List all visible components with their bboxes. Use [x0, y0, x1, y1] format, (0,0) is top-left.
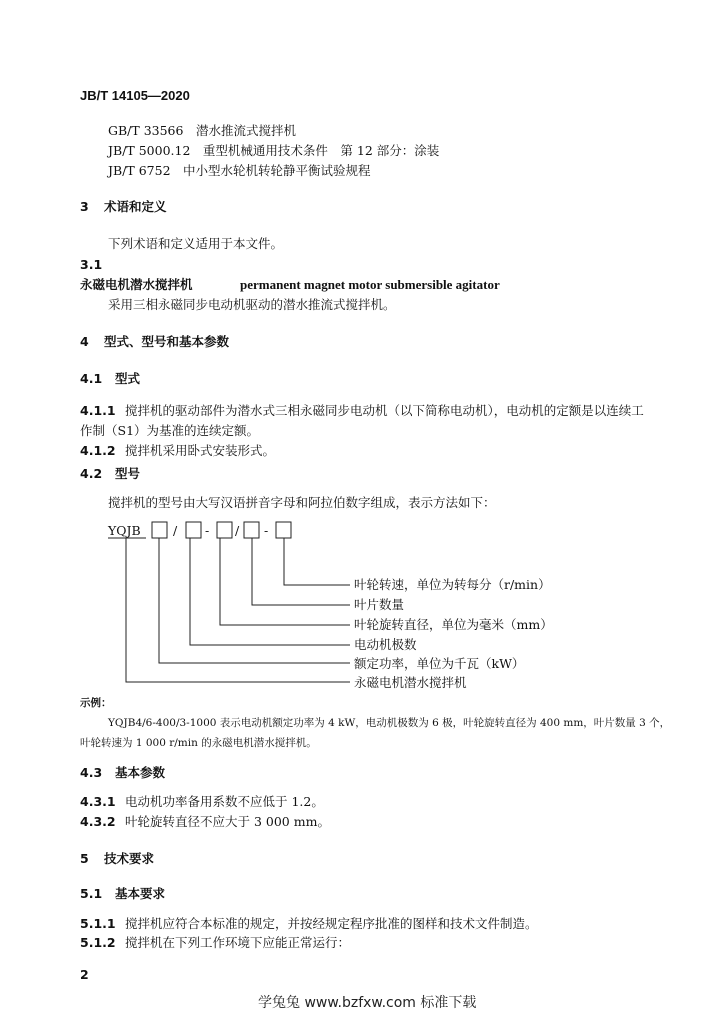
clause-4-3-number: 4.3 [80, 765, 103, 780]
clause-5-1-2-text: 搅拌机在下列工作环境下应能正常运行： [125, 935, 351, 950]
clause-4-1-title: 型式 [115, 371, 141, 386]
clause-4-2-title: 型号 [115, 466, 141, 481]
model-label-diameter: 叶轮旋转直径，单位为毫米（mm） [354, 617, 553, 632]
model-prefix: YQJB [108, 523, 141, 538]
example-text: YQJB4/6-400/3-1000 表示电动机额定功率为 4 kW，电动机极数为 6 极，叶轮旋转直径为 400 mm，叶片数量 3 个， [108, 717, 671, 729]
section-5-title: 技术要求 [104, 851, 155, 866]
clause-3-1-number: 3.1 [80, 257, 103, 272]
reference-item: JB/T 5000.12 重型机械通用技术条件 第 12 部分：涂装 [108, 143, 440, 158]
model-separator: / [173, 523, 178, 538]
clause-4-1-1-text-cont: 作制（S1）为基准的连续定额。 [80, 423, 260, 438]
clause-4-3-2-number: 4.3.2 [80, 814, 116, 829]
clause-5-1-1-number: 5.1.1 [80, 916, 116, 931]
clause-5-1-1-text: 搅拌机应符合本标准的规定，并按经规定程序批准的图样和技术文件制造。 [125, 916, 538, 931]
model-label-speed: 叶轮转速，单位为转每分（r/min） [354, 577, 551, 592]
leader-line-diameter [220, 538, 350, 625]
clause-4-1-number: 4.1 [80, 371, 103, 386]
model-label-power: 额定功率，单位为千瓦（kW） [354, 656, 525, 671]
model-label-type: 永磁电机潜水搅拌机 [354, 675, 467, 690]
section-3-intro: 下列术语和定义适用于本文件。 [108, 236, 284, 251]
page-number: 2 [80, 967, 89, 982]
leader-line-poles [190, 538, 350, 645]
leader-line-blades [252, 538, 350, 605]
clause-4-1-2-text: 搅拌机采用卧式安装形式。 [125, 443, 276, 458]
reference-item: GB/T 33566 潜水推流式搅拌机 [108, 123, 296, 138]
model-separator: - [205, 523, 210, 538]
placeholder-box-diameter [217, 522, 232, 538]
term-english: permanent magnet motor submersible agitator [240, 277, 500, 292]
clause-5-1-2-number: 5.1.2 [80, 935, 116, 950]
placeholder-box-power [152, 522, 167, 538]
clause-4-3-1-number: 4.3.1 [80, 794, 116, 809]
clause-4-2-number: 4.2 [80, 466, 103, 481]
clause-4-1-1-number: 4.1.1 [80, 403, 116, 418]
model-label-blades: 叶片数量 [354, 597, 405, 612]
model-separator: - [264, 523, 269, 538]
term-chinese: 永磁电机潜水搅拌机 [80, 277, 193, 292]
clause-4-3-1-text: 电动机功率备用系数不应低于 1.2。 [125, 794, 324, 809]
clause-4-1-1-text: 搅拌机的驱动部件为潜水式三相永磁同步电动机（以下简称电动机），电动机的定额是以连续工 [125, 403, 644, 418]
placeholder-box-blades [244, 522, 259, 538]
section-3-number: 3 [80, 199, 89, 214]
model-separator: / [235, 523, 240, 538]
clause-4-1-2-number: 4.1.2 [80, 443, 116, 458]
placeholder-box-poles [186, 522, 201, 538]
clause-4-3-title: 基本参数 [115, 765, 166, 780]
leader-line-prefix [126, 538, 350, 682]
example-text-cont: 叶轮转速为 1 000 r/min 的永磁电机潜水搅拌机。 [80, 737, 317, 749]
leader-line-power [159, 538, 350, 663]
reference-item: JB/T 6752 中小型水轮机转轮静平衡试验规程 [108, 163, 371, 178]
leader-line-speed [284, 538, 350, 585]
section-4-number: 4 [80, 334, 89, 349]
model-label-poles: 电动机极数 [354, 637, 417, 652]
clause-5-1-title: 基本要求 [115, 886, 166, 901]
section-3-title: 术语和定义 [104, 199, 167, 214]
section-4-title: 型式、型号和基本参数 [104, 334, 230, 349]
term-definition: 采用三相永磁同步电动机驱动的潜水推流式搅拌机。 [108, 297, 396, 312]
example-title: 示例： [80, 697, 112, 709]
section-5-number: 5 [80, 851, 89, 866]
clause-4-3-2-text: 叶轮旋转直径不应大于 3 000 mm。 [125, 814, 330, 829]
clause-5-1-number: 5.1 [80, 886, 103, 901]
placeholder-box-speed [276, 522, 291, 538]
clause-4-2-intro: 搅拌机的型号由大写汉语拼音字母和阿拉伯数字组成，表示方法如下： [108, 495, 496, 510]
site-footer-watermark: 学兔兔 www.bzfxw.com 标准下载 [258, 995, 477, 1011]
document-id: JB/T 14105—2020 [80, 88, 190, 103]
